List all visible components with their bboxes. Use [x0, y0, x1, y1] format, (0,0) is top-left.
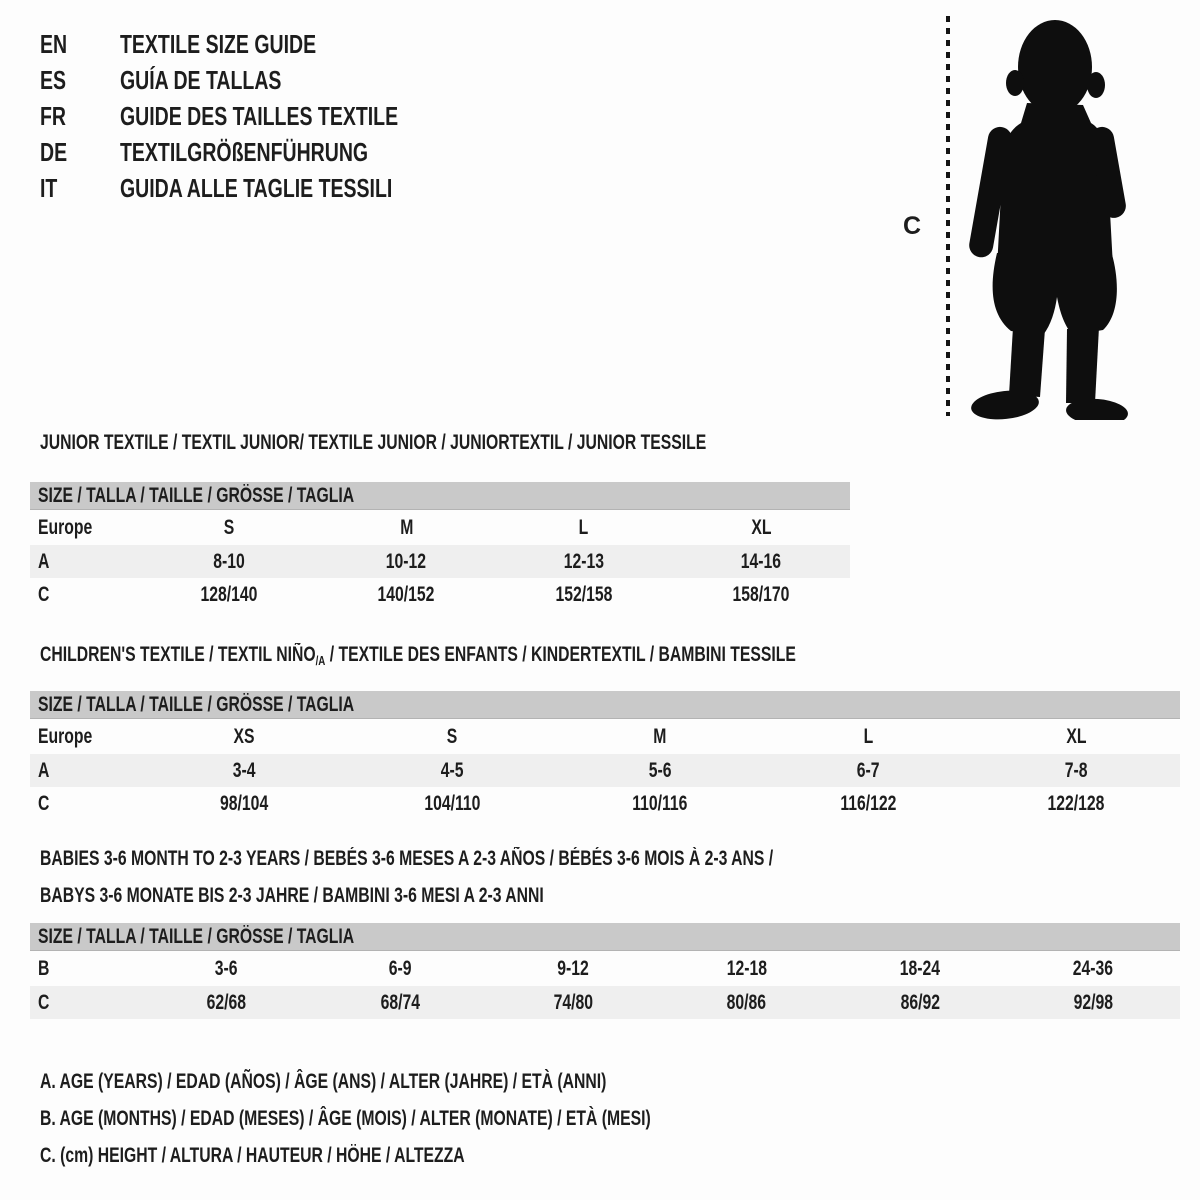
- cell-value: 128/140: [200, 582, 258, 606]
- legend-text-a: A. AGE (YEARS) / EDAD (AÑOS) / ÂGE (ANS) / ALTER (JAHRE) / ETÀ (ANNI): [40, 1069, 607, 1093]
- babies-row-months: [30, 951, 1180, 986]
- col-size: L: [863, 724, 873, 748]
- cell-value: 86/92: [900, 990, 940, 1014]
- row-label: C: [38, 582, 50, 606]
- cell-value: 116/122: [839, 791, 897, 815]
- col-size: XL: [1065, 724, 1087, 748]
- cell-value: 74/80: [553, 990, 594, 1014]
- baby-silhouette-icon: [963, 15, 1143, 420]
- junior-row-age: [30, 545, 850, 578]
- children-title-sub: /A: [315, 653, 326, 668]
- cell-value: 4-5: [440, 758, 464, 782]
- lang-title: GUÍA DE TALLAS: [120, 64, 282, 95]
- lang-code: EN: [40, 28, 68, 59]
- cell-value: 9-12: [557, 956, 590, 980]
- size-header-text: SIZE / TALLA / TAILLE / GRÖSSE / TAGLIA: [38, 483, 355, 507]
- legend-line-c: [40, 1137, 854, 1174]
- babies-section-title: [40, 840, 1018, 914]
- cell-value: 158/170: [732, 582, 790, 606]
- legend-text-b: B. AGE (MONTHS) / EDAD (MESES) / ÂGE (MOIS) / ALTER (MONATE) / ETÀ (MESI): [40, 1106, 651, 1130]
- cell-value: 110/116: [632, 791, 688, 815]
- cell-value: 122/128: [1047, 791, 1105, 815]
- lang-code: FR: [40, 100, 67, 131]
- children-title-before: CHILDREN'S TEXTILE / TEXTIL NIÑO: [40, 643, 316, 666]
- babies-row-height: [30, 986, 1180, 1019]
- region-label: Europe: [38, 515, 93, 539]
- cell-value: 6-7: [856, 758, 880, 782]
- junior-size-table: [30, 482, 850, 611]
- children-section-title: [40, 641, 1048, 675]
- lang-title: GUIDA ALLE TAGLIE TESSILI: [120, 172, 393, 203]
- cell-value: 62/68: [206, 990, 247, 1014]
- col-size: M: [653, 724, 667, 748]
- size-header-text: SIZE / TALLA / TAILLE / GRÖSSE / TAGLIA: [38, 924, 355, 948]
- legend-text-c: C. (cm) HEIGHT / ALTURA / HAUTEUR / HÖHE / ALTEZZA: [40, 1143, 465, 1167]
- row-label: A: [38, 758, 50, 782]
- junior-row-height: [30, 578, 850, 611]
- cell-value: 7-8: [1064, 758, 1088, 782]
- children-row-height: [30, 787, 1180, 820]
- babies-title-line1: BABIES 3-6 MONTH TO 2-3 YEARS / BEBÉS 3-6 MESES A 2-3 AÑOS / BÉBÉS 3-6 MOIS À 2-3 ANS /: [40, 847, 774, 870]
- junior-table-header-band: [30, 482, 850, 510]
- measure-legend: [40, 1063, 854, 1174]
- babies-title-line2: BABYS 3-6 MONATE BIS 2-3 JAHRE / BAMBINI 3-6 MESI A 2-3 ANNI: [40, 884, 544, 907]
- cell-value: 12-13: [563, 549, 604, 573]
- lang-title: GUIDE DES TAILLES TEXTILE: [120, 100, 399, 131]
- lang-row-en: [40, 26, 491, 62]
- cell-value: 104/110: [423, 791, 481, 815]
- cell-value: 3-6: [215, 956, 239, 980]
- col-size: M: [399, 515, 413, 539]
- cell-value: 12-18: [726, 956, 767, 980]
- cell-value: 6-9: [388, 956, 412, 980]
- row-label: A: [38, 549, 50, 573]
- cell-value: 152/158: [555, 582, 613, 606]
- cell-value: 14-16: [741, 549, 782, 573]
- children-title-after: / TEXTILE DES ENFANTS / KINDERTEXTIL / BAMBINI TESSILE: [325, 643, 796, 666]
- cell-value: 5-6: [648, 758, 672, 782]
- size-header-text: SIZE / TALLA / TAILLE / GRÖSSE / TAGLIA: [38, 692, 355, 716]
- cell-value: 24-36: [1073, 956, 1114, 980]
- cell-value: 3-4: [232, 758, 256, 782]
- cell-value: 18-24: [899, 956, 941, 980]
- lang-code: DE: [40, 136, 68, 167]
- row-label: C: [38, 990, 50, 1014]
- children-columns-row: [30, 719, 1180, 754]
- cell-value: 10-12: [386, 549, 427, 573]
- cell-value: 92/98: [1073, 990, 1114, 1014]
- col-size: L: [578, 515, 589, 539]
- lang-code: IT: [40, 172, 58, 203]
- legend-line-a: [40, 1063, 854, 1100]
- col-size: S: [223, 515, 234, 539]
- lang-code: ES: [40, 64, 67, 95]
- col-size: XS: [233, 724, 255, 748]
- cell-value: 98/104: [219, 791, 269, 815]
- children-size-table: [30, 691, 1180, 820]
- junior-section-title: [40, 429, 928, 457]
- lang-row-es: [40, 62, 491, 98]
- children-table-header-band: [30, 691, 1180, 719]
- babies-size-table: [30, 923, 1180, 1019]
- region-label: Europe: [38, 724, 93, 748]
- row-label: C: [38, 791, 50, 815]
- height-dashed-line: [946, 16, 950, 416]
- cell-value: 140/152: [377, 582, 435, 606]
- babies-table-header-band: [30, 923, 1180, 951]
- cell-value: 68/74: [380, 990, 420, 1014]
- children-title-text: [40, 641, 796, 675]
- lang-row-it: [40, 170, 491, 206]
- col-size: S: [446, 724, 458, 748]
- lang-title: TEXTILGRÖßENFÜHRUNG: [120, 136, 369, 167]
- junior-columns-row: [30, 510, 850, 545]
- language-title-list: [40, 26, 491, 206]
- height-measure-label: C: [903, 212, 922, 240]
- lang-title: TEXTILE SIZE GUIDE: [120, 28, 317, 59]
- cell-value: 80/86: [726, 990, 767, 1014]
- children-row-age: [30, 754, 1180, 787]
- cell-value: 8-10: [212, 549, 245, 573]
- junior-title-text: JUNIOR TEXTILE / TEXTIL JUNIOR/ TEXTILE JUNIOR / JUNIORTEXTIL / JUNIOR TESSILE: [40, 431, 707, 454]
- row-label: B: [38, 956, 50, 980]
- legend-line-b: [40, 1100, 854, 1137]
- lang-row-fr: [40, 98, 491, 134]
- lang-row-de: [40, 134, 491, 170]
- col-size: XL: [751, 515, 772, 539]
